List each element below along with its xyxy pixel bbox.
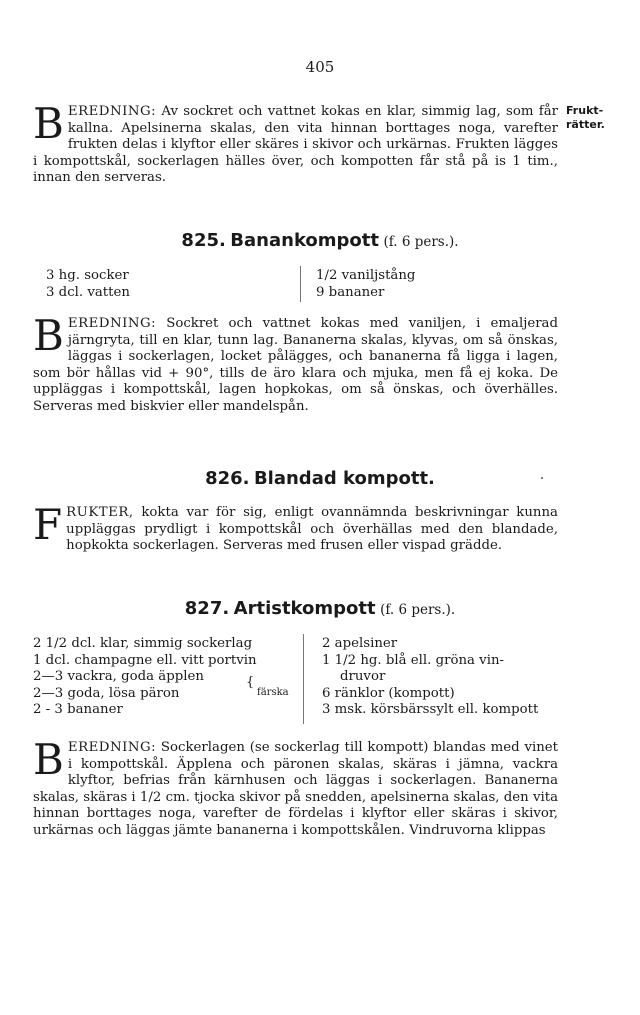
recipe-827-ingredients-left xyxy=(33,636,257,719)
page-number: 405 xyxy=(305,58,335,76)
ingredient: 3 dcl. vatten xyxy=(46,284,130,300)
ingredient: 2 - 3 bananer xyxy=(33,702,123,718)
ingredient: 2—3 vackra, goda äpplen xyxy=(33,669,204,685)
margin-note xyxy=(566,104,632,132)
recipe-827-ingredients-right xyxy=(322,636,538,719)
margin-note-line-1: Frukt- xyxy=(566,104,604,117)
ingredient: 2 apelsiner xyxy=(322,636,398,651)
recipe-number: 827. xyxy=(184,598,230,619)
recipe-825-ingredients-right xyxy=(316,268,415,301)
ingredient: 3 msk. körsbärssylt ell. kompott xyxy=(322,702,539,718)
recipe-lead: RUKTER, xyxy=(66,505,134,520)
recipe-lead: EREDNING: xyxy=(67,316,157,331)
recipe-827-heading xyxy=(0,598,640,619)
stray-mark xyxy=(541,477,543,479)
column-divider xyxy=(303,634,304,724)
ingredient: druvor xyxy=(340,669,386,685)
intro-text: Av sockret och vattnet kokas en klar, simmig lag, som får kallna. Apelsinerna skalas, den vita hinnan borttages noga, varefter frukten delas i klyftor eller skäres i skivor och urkärnas. Frukten lägges i kompottskål, sockerlagen hälles över, och kompotten får stå på is 1 tim., innan den serveras. xyxy=(33,104,558,186)
intro-lead: EREDNING: xyxy=(67,104,157,119)
recipe-servings: (f. 6 pers.). xyxy=(380,602,456,618)
recipe-lead: EREDNING: xyxy=(67,740,157,755)
intro-dropcap: B xyxy=(33,99,64,148)
recipe-826-instructions xyxy=(33,500,558,555)
ingredient: 1 dcl. champagne ell. vitt portvin xyxy=(33,652,257,668)
ingredient: 1 1/2 hg. blå ell. gröna vin- xyxy=(322,652,505,668)
recipe-text: kokta var för sig, enligt ovannämnda beskrivningar kunna uppläggas prydligt i kompottskål och överhällas med den blandade, hopkokta sockerlagen. Serveras med frusen eller vispad grädde. xyxy=(66,505,558,554)
ingredient: 2—3 goda, lösa päron xyxy=(33,685,180,701)
recipe-dropcap: B xyxy=(33,311,64,360)
recipe-826-heading xyxy=(0,468,640,489)
recipe-dropcap: F xyxy=(33,500,63,549)
ingredient: 1/2 vaniljstång xyxy=(316,268,416,283)
margin-note-line-2: rätter. xyxy=(566,118,605,131)
recipe-name: Artistkompott xyxy=(233,598,376,619)
recipe-name: Banankompott xyxy=(230,230,380,251)
recipe-text: Sockerlagen (se sockerlag till kompott) blandas med vinet i kompottskål. Äpplena och päronen skalas, skäras i jämna, vackra klyftor, befrias från kärnhusen och läggas i sockerlagen. Bananerna skalas, skäras i 1/2 cm. tjocka skivor på snedden, apelsinerna skalas, den vita hinnan borttages noga, varefter de fördelas i klyftor eller skäras i skivor, urkärnas och läggas jämte bananerna i kompottskålen. Vindruvorna klippas xyxy=(33,740,558,838)
recipe-number: 825. xyxy=(181,230,226,251)
ingredient: 9 bananer xyxy=(316,284,385,300)
ingredient: 6 ränklor (kompott) xyxy=(322,685,455,701)
ingredients-group-note: färska xyxy=(257,687,289,698)
recipe-servings: (f. 6 pers.). xyxy=(383,234,459,250)
recipe-dropcap: B xyxy=(33,735,64,784)
brace: { xyxy=(246,675,255,690)
recipe-text: Sockret och vattnet kokas med vaniljen, i emaljerad järngryta, till en klar, tunn lag. Bananerna skalas, klyvas, om så önskas, läggas i sockerlagen, locket pålägges, och bananerna få ligga i lagen, som bör hållas vid + 90°, tills de äro klara och mjuka, men få ej koka. De uppläggas i kompottskål, lagen hopkokas, om så önskas, och överhälles. Serveras med biskvier eller mandelspån. xyxy=(33,316,558,414)
recipe-825-instructions xyxy=(33,311,558,416)
recipe-827-instructions xyxy=(33,735,558,840)
intro-paragraph xyxy=(33,99,558,187)
recipe-number: 826. xyxy=(205,468,250,489)
column-divider xyxy=(300,266,301,302)
ingredient: 3 hg. socker xyxy=(46,268,129,283)
ingredient: 2 1/2 dcl. klar, simmig sockerlag xyxy=(33,636,253,651)
recipe-825-heading xyxy=(0,230,640,251)
recipe-name: Blandad kompott. xyxy=(253,468,435,489)
recipe-825-ingredients-left xyxy=(46,268,130,301)
